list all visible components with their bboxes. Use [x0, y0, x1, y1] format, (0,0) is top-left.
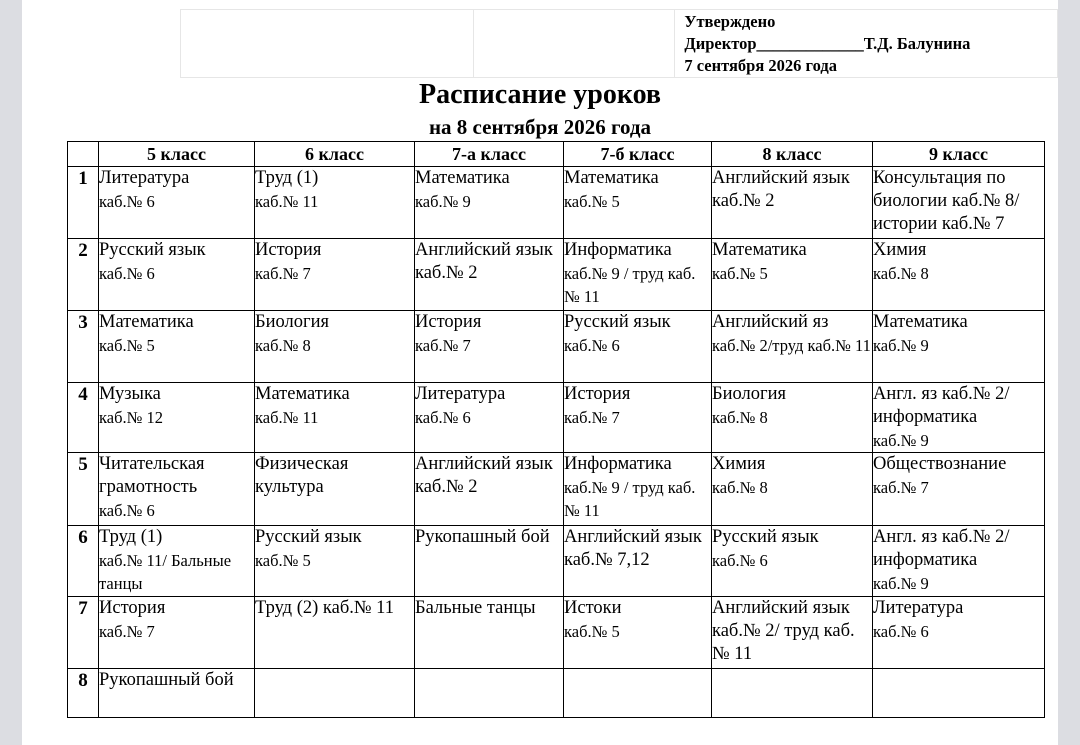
lesson-number: 7	[68, 597, 99, 669]
subject: Труд (1)	[99, 527, 163, 547]
subject: Русский язык	[99, 240, 206, 260]
schedule-cell	[712, 383, 873, 453]
schedule-cell	[712, 597, 873, 669]
schedule-cell	[99, 383, 255, 453]
header-lesson-number	[68, 142, 99, 167]
subject: Математика	[255, 384, 350, 404]
approval-empty-cell	[474, 10, 675, 78]
schedule-cell	[873, 453, 1045, 526]
approval-title: Утверждено	[684, 12, 776, 31]
schedule-cell	[873, 597, 1045, 669]
schedule-cell	[415, 239, 564, 311]
schedule-cell	[873, 311, 1045, 383]
schedule-cell	[564, 167, 712, 239]
room: каб.№ 5	[99, 336, 155, 355]
subject: Рукопашный бой	[415, 527, 550, 547]
subject: История	[415, 312, 482, 332]
lesson-number: 6	[68, 526, 99, 597]
table-row	[68, 526, 1045, 597]
subject: Литература	[415, 384, 506, 404]
lesson-number: 3	[68, 311, 99, 383]
schedule-cell	[564, 383, 712, 453]
subject: Физическая культура	[255, 454, 349, 497]
schedule-cell	[99, 239, 255, 311]
schedule-cell	[255, 526, 415, 597]
schedule-cell	[712, 453, 873, 526]
subject: Математика	[415, 168, 510, 188]
schedule-cell	[564, 453, 712, 526]
approval-empty-cell	[181, 10, 474, 78]
schedule-cell	[99, 526, 255, 597]
schedule-cell	[564, 239, 712, 311]
schedule-cell	[255, 453, 415, 526]
room: каб.№ 5	[712, 264, 768, 283]
room: каб.№ 2/труд каб.№ 11	[712, 336, 871, 355]
room: каб.№ 6	[873, 622, 929, 641]
schedule-cell	[712, 669, 873, 718]
schedule-cell	[415, 383, 564, 453]
column-header: 9 класс	[873, 142, 1045, 167]
subject: Рукопашный бой	[99, 670, 234, 690]
document-page	[22, 0, 1058, 745]
room: каб.№ 7	[564, 408, 620, 427]
room: каб.№ 11	[255, 408, 319, 427]
approval-director-signature-line: Директор_____________Т.Д. Балунина	[684, 34, 971, 53]
column-header: 7-б класс	[564, 142, 712, 167]
schedule-cell	[873, 383, 1045, 453]
room: каб.№ 8	[255, 336, 311, 355]
subject: История	[564, 384, 631, 404]
approval-date: 7 сентября 2026 года	[684, 56, 837, 75]
schedule-cell	[415, 669, 564, 718]
room: каб.№ 8	[712, 408, 768, 427]
schedule-cell	[255, 239, 415, 311]
room: каб.№ 8	[712, 478, 768, 497]
lesson-number: 1	[68, 167, 99, 239]
subject: Англ. яз каб.№ 2/ информатика	[873, 527, 1010, 570]
schedule-header-row	[68, 142, 1045, 167]
room: каб.№ 9	[873, 574, 929, 593]
subject: Труд (2) каб.№ 11	[255, 598, 394, 618]
subject: Англ. яз каб.№ 2/ информатика	[873, 384, 1010, 427]
subject: Русский язык	[712, 527, 819, 547]
subject: Математика	[873, 312, 968, 332]
subject: Биология	[712, 384, 787, 404]
schedule-cell	[255, 383, 415, 453]
schedule-cell	[712, 239, 873, 311]
room: каб.№ 6	[564, 336, 620, 355]
room: каб.№ 7	[255, 264, 311, 283]
approval-stamp-cell	[675, 10, 1058, 78]
schedule-cell	[415, 526, 564, 597]
room: каб.№ 9	[873, 431, 929, 450]
subject: Английский язык каб.№ 2	[415, 240, 553, 283]
schedule-cell	[255, 669, 415, 718]
schedule-table	[67, 141, 1045, 718]
subject: Литература	[873, 598, 964, 618]
schedule-cell	[564, 597, 712, 669]
subject: Обществознание	[873, 454, 1007, 474]
subject: Музыка	[99, 384, 161, 404]
subject: Русский язык	[255, 527, 362, 547]
subject: Истоки	[564, 598, 622, 618]
subject: Математика	[99, 312, 194, 332]
page-subtitle: на 8 сентября 2026 года	[428, 115, 652, 139]
schedule-cell	[99, 597, 255, 669]
schedule-cell	[255, 167, 415, 239]
room: каб.№ 5	[564, 622, 620, 641]
lesson-number: 4	[68, 383, 99, 453]
lesson-number: 2	[68, 239, 99, 311]
lesson-number: 5	[68, 453, 99, 526]
room: каб.№ 9 / труд каб.№ 11	[564, 478, 696, 520]
subject: Литература	[99, 168, 190, 188]
room: каб.№ 9 / труд каб.№ 11	[564, 264, 696, 306]
room: каб.№ 6	[99, 501, 155, 520]
schedule-cell	[712, 526, 873, 597]
subject: Химия	[712, 454, 766, 474]
table-row	[68, 453, 1045, 526]
schedule-cell	[873, 669, 1045, 718]
subject: Математика	[712, 240, 807, 260]
subject: Консультация по биологии каб.№ 8/ истории каб.№ 7	[873, 168, 1020, 234]
subject: История	[99, 598, 166, 618]
room: каб.№ 12	[99, 408, 163, 427]
schedule-cell	[873, 526, 1045, 597]
subject: Английский язык каб.№ 2	[415, 454, 553, 497]
schedule-cell	[873, 239, 1045, 311]
room: каб.№ 7	[415, 336, 471, 355]
room: каб.№ 6	[99, 264, 155, 283]
table-row	[68, 597, 1045, 669]
column-header: 8 класс	[712, 142, 873, 167]
schedule-cell	[99, 453, 255, 526]
room: каб.№ 6	[415, 408, 471, 427]
room: каб.№ 7	[99, 622, 155, 641]
approval-header-table	[180, 9, 1058, 78]
schedule-cell	[255, 597, 415, 669]
subject: Информатика	[564, 240, 672, 260]
subject: Английский язык каб.№ 7,12	[564, 527, 702, 570]
schedule-cell	[415, 311, 564, 383]
room: каб.№ 5	[255, 551, 311, 570]
column-header: 7-а класс	[415, 142, 564, 167]
room: каб.№ 11	[255, 192, 319, 211]
room: каб.№ 5	[564, 192, 620, 211]
schedule-cell	[564, 526, 712, 597]
schedule-cell	[255, 311, 415, 383]
lesson-number: 8	[68, 669, 99, 718]
subject: История	[255, 240, 322, 260]
table-row	[68, 167, 1045, 239]
table-row	[68, 311, 1045, 383]
subject: Информатика	[564, 454, 672, 474]
subject: Русский язык	[564, 312, 671, 332]
room: каб.№ 7	[873, 478, 929, 497]
table-row	[68, 669, 1045, 718]
subject: Биология	[255, 312, 330, 332]
subject: Математика	[564, 168, 659, 188]
page-title: Расписание уроков	[418, 79, 662, 110]
room: каб.№ 8	[873, 264, 929, 283]
schedule-cell	[415, 453, 564, 526]
subject: Бальные танцы	[415, 598, 536, 618]
room: каб.№ 9	[873, 336, 929, 355]
schedule-cell	[99, 311, 255, 383]
subject: Английский язык каб.№ 2/ труд каб.№ 11	[712, 598, 855, 664]
table-row	[68, 383, 1045, 453]
column-header: 6 класс	[255, 142, 415, 167]
schedule-cell	[712, 311, 873, 383]
subject: Читательская грамотность	[99, 454, 205, 497]
schedule-cell	[99, 167, 255, 239]
column-header: 5 класс	[99, 142, 255, 167]
schedule-cell	[415, 597, 564, 669]
subject: Английский язык каб.№ 2	[712, 168, 850, 211]
schedule-cell	[564, 669, 712, 718]
schedule-cell	[712, 167, 873, 239]
subject: Труд (1)	[255, 168, 319, 188]
room: каб.№ 6	[99, 192, 155, 211]
schedule-cell	[564, 311, 712, 383]
subject: Английский яз	[712, 312, 829, 332]
room: каб.№ 9	[415, 192, 471, 211]
schedule-cell	[873, 167, 1045, 239]
room: каб.№ 11/ Бальные танцы	[99, 551, 232, 593]
subject: Химия	[873, 240, 927, 260]
schedule-cell	[99, 669, 255, 718]
schedule-cell	[415, 167, 564, 239]
table-row	[68, 239, 1045, 311]
room: каб.№ 6	[712, 551, 768, 570]
